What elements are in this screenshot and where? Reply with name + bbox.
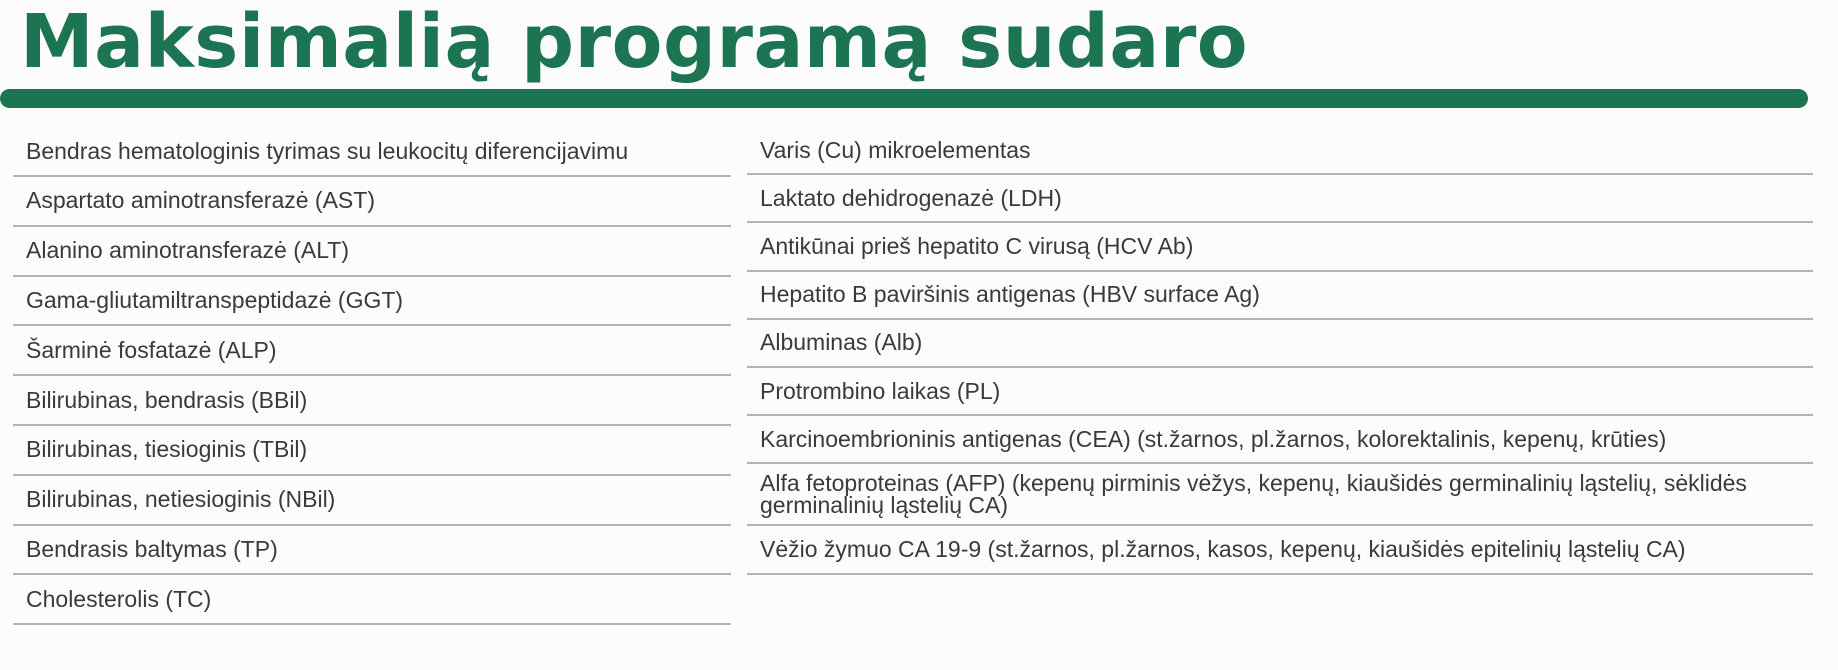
list-item: Bendrasis baltymas (TP): [13, 526, 731, 576]
list-item: Protrombino laikas (PL): [747, 368, 1813, 416]
list-item: Hepatito B paviršinis antigenas (HBV surface Ag): [747, 272, 1813, 320]
list-item: Alanino aminotransferazė (ALT): [13, 227, 731, 277]
list-item: Karcinoembrioninis antigenas (CEA) (st.žarnos, pl.žarnos, kolorektalinis, kepenų, krūties): [747, 416, 1813, 464]
list-item: Šarminė fosfatazė (ALP): [13, 326, 731, 376]
list-item: Antikūnai prieš hepatito C virusą (HCV Ab): [747, 223, 1813, 271]
list-item: Alfa fetoproteinas (AFP) (kepenų pirminis vėžys, kepenų, kiaušidės germinalinių ląstelių, sėklidės germinalinių ląstelių CA): [747, 464, 1813, 526]
list-item: Varis (Cu) mikroelementas: [747, 127, 1813, 175]
list-item: Bendras hematologinis tyrimas su leukocitų diferencijavimu: [13, 127, 731, 177]
list-item: Gama-gliutamiltranspeptidazė (GGT): [13, 277, 731, 327]
list-item: Bilirubinas, netiesioginis (NBil): [13, 476, 731, 526]
list-item: Cholesterolis (TC): [13, 575, 731, 625]
test-list-left: [13, 127, 731, 625]
test-list-right: [747, 127, 1813, 575]
title-divider: [0, 89, 1808, 108]
list-item: Albuminas (Alb): [747, 320, 1813, 368]
list-item: Aspartato aminotransferazė (AST): [13, 177, 731, 227]
list-item: Bilirubinas, tiesioginis (TBil): [13, 426, 731, 476]
list-item: Vėžio žymuo CA 19-9 (st.žarnos, pl.žarnos, kasos, kepenų, kiaušidės epitelinių ląstelių CA): [747, 526, 1813, 574]
list-item: Laktato dehidrogenazė (LDH): [747, 175, 1813, 223]
page-title: Maksimalią programą sudaro: [20, 0, 1249, 85]
list-item: Bilirubinas, bendrasis (BBil): [13, 376, 731, 426]
